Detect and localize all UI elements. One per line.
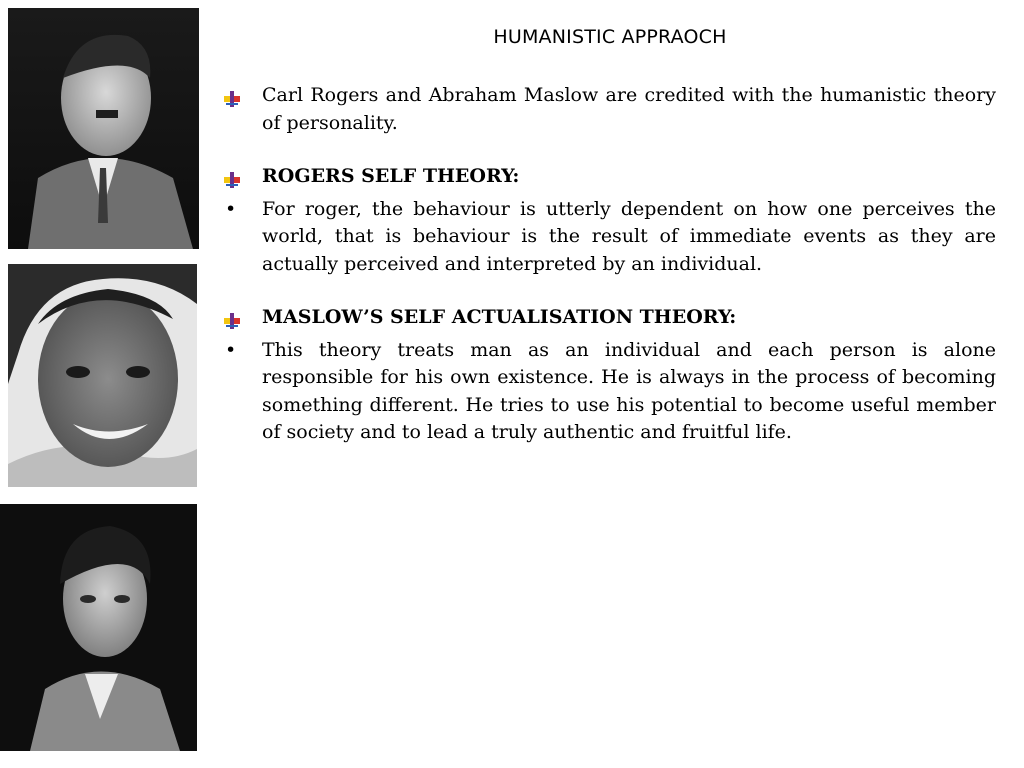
bullet-text: For roger, the behaviour is utterly dependent on how one perceives the world, that is behaviour is the result of immediate events as they are actually perceived and interpreted by an individual. [262,197,996,275]
bullet-item-rogers-text [220,196,996,279]
bullet-item-rogers-heading [220,163,996,191]
slide-title: HUMANISTIC APPRAOCH [493,26,727,48]
dot-bullet-icon: • [225,197,237,220]
portrait-photo-2 [8,264,197,487]
arrow-bullet-icon [224,88,240,104]
bullet-list [220,82,996,447]
bullet-item-intro [220,82,996,137]
arrow-bullet-icon [224,310,240,326]
portrait-photo-1 [8,8,199,249]
bullet-item-maslow-text [220,337,996,447]
portrait-photo-3 [0,504,197,751]
bullet-text: Carl Rogers and Abraham Maslow are credited with the humanistic theory of personality. [262,84,996,134]
section-heading: MASLOW’S SELF ACTUALISATION THEORY: [262,306,737,328]
bullet-item-maslow-heading [220,304,996,332]
bullet-text: This theory treats man as an individual and each person is alone responsible for his own existence. He is always in the process of becoming something different. He tries to use his potential to become useful member of society and to lead a truly authentic and fruitful life. [262,338,996,443]
arrow-bullet-icon [224,169,240,185]
dot-bullet-icon: • [225,338,237,361]
section-heading: ROGERS SELF THEORY: [262,165,520,187]
